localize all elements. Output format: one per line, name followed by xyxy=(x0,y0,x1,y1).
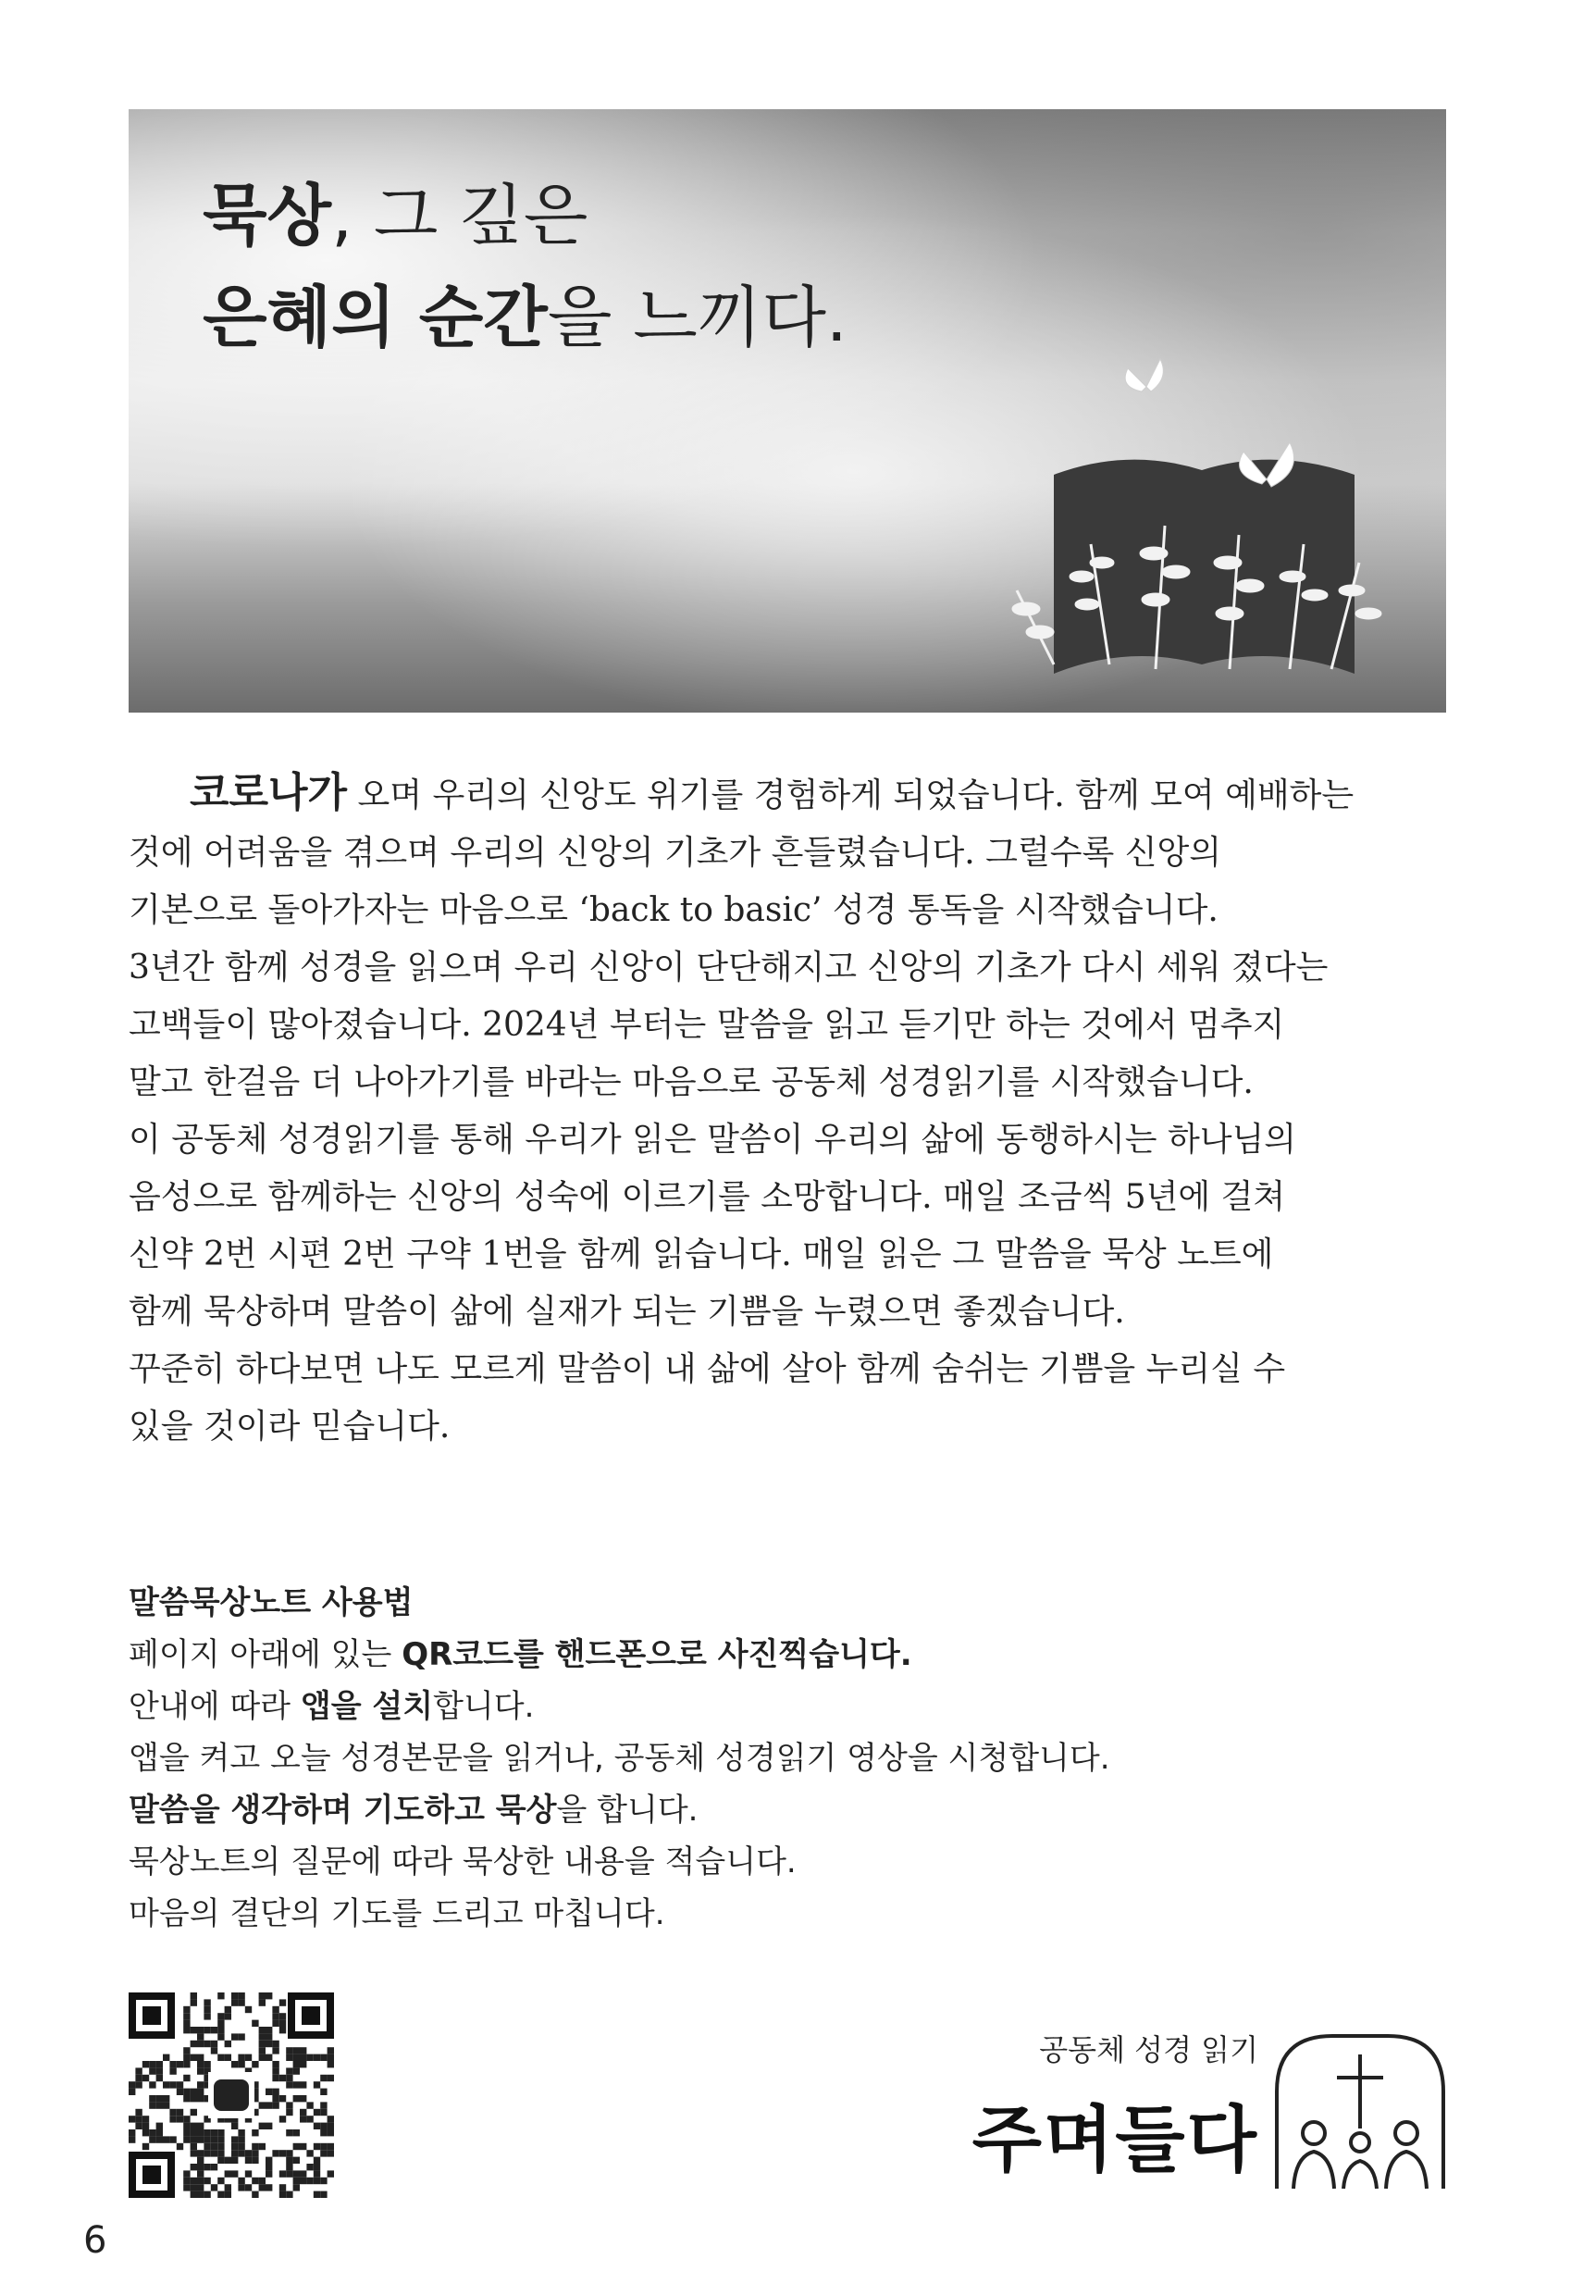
qr-code[interactable] xyxy=(129,1992,334,2198)
intro-line: 꾸준히 하다보면 나도 모르게 말씀이 내 삶에 살아 함께 숨쉬는 기쁨을 누리실 수 xyxy=(129,1350,1286,1388)
qr-center-logo-icon xyxy=(214,2079,249,2111)
intro-line: 말고 한걸음 더 나아가기를 바라는 마음으로 공동체 성경읽기를 시작했습니다. xyxy=(129,1063,1254,1101)
intro-text xyxy=(129,764,1446,1456)
guide-step: 마음의 결단의 기도를 드리고 마칩니다. xyxy=(129,1895,665,1932)
banner-title-rest-1: , 그 깊은 xyxy=(331,177,588,254)
logo-name: 주며들다 xyxy=(971,2098,1258,2182)
header-banner xyxy=(129,109,1446,713)
logo-subtitle: 공동체 성경 읽기 xyxy=(1039,2032,1258,2067)
church-family-icon xyxy=(1268,2027,1453,2193)
guide-heading: 말씀묵상노트 사용법 xyxy=(129,1584,414,1621)
banner-illustration xyxy=(129,109,1446,713)
guide-step: 앱을 켜고 오늘 성경본문을 읽거나, 공동체 성경읽기 영상을 시청합니다. xyxy=(129,1740,1110,1777)
intro-line: 코로나가 오며 우리의 신앙도 위기를 경험하게 되었습니다. 함께 모여 예배하는 xyxy=(129,764,1446,825)
intro-line: 음성으로 함께하는 신앙의 성숙에 이르기를 소망합니다. 매일 조금씩 5년에 걸쳐 xyxy=(129,1178,1286,1216)
guide-step: 페이지 아래에 있는 QR코드를 핸드폰으로 사진찍습니다. xyxy=(129,1636,912,1673)
banner-title-bold-2: 은혜의 순간 xyxy=(203,279,548,356)
intro-line: 3년간 함께 성경을 읽으며 우리 신앙이 단단해지고 신앙의 기초가 다시 세워 졌다는 xyxy=(129,949,1329,987)
intro-lead-word: 코로나가 xyxy=(190,769,348,816)
banner-title-rest-2: 을 느끼다. xyxy=(547,279,847,356)
banner-title-bold-1: 묵상 xyxy=(203,177,332,254)
intro-line: 것에 어려움을 겪으며 우리의 신앙의 기초가 흔들렸습니다. 그럴수록 신앙의 xyxy=(129,834,1222,872)
intro-line: 이 공동체 성경읽기를 통해 우리가 읽은 말씀이 우리의 삶에 동행하시는 하나님의 xyxy=(129,1121,1297,1159)
intro-line: 신약 2번 시편 2번 구약 1번을 함께 읽습니다. 매일 읽은 그 말씀을 묵상 노트에 xyxy=(129,1235,1274,1273)
intro-line: 고백들이 많아졌습니다. 2024년 부터는 말씀을 읽고 듣기만 하는 것에서 멈추지 xyxy=(129,1006,1285,1044)
usage-guide xyxy=(129,1577,1446,1940)
intro-line: 함께 묵상하며 말씀이 삶에 실재가 되는 기쁨을 누렸으면 좋겠습니다. xyxy=(129,1293,1125,1331)
guide-step: 말씀을 생각하며 기도하고 묵상을 합니다. xyxy=(129,1792,699,1829)
intro-line: 기본으로 돌아가자는 마음으로 ‘back to basic’ 성경 통독을 시작했습니다. xyxy=(129,891,1219,929)
intro-line: 있을 것이라 믿습니다. xyxy=(129,1408,451,1446)
guide-step: 안내에 따라 앱을 설치합니다. xyxy=(129,1688,535,1725)
guide-step: 묵상노트의 질문에 따라 묵상한 내용을 적습니다. xyxy=(129,1843,797,1880)
butterfly-icon xyxy=(1125,359,1163,391)
page-number: 6 xyxy=(83,2219,107,2262)
